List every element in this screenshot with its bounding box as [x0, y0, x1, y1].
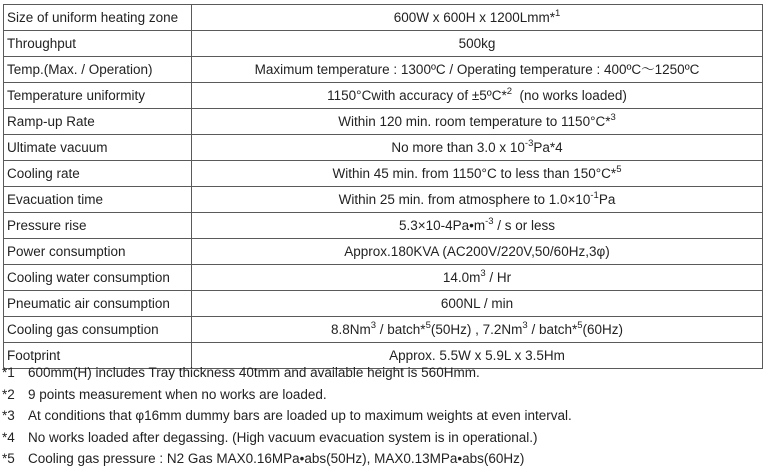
table-row: [4, 5, 763, 31]
footnote-mark: *2: [2, 386, 15, 402]
table-row: [4, 161, 763, 187]
row-label: Cooling water consumption: [4, 265, 192, 291]
table-row: [4, 239, 763, 265]
row-value: 600W x 600H x 1200Lmm*$^1$: [192, 5, 763, 31]
footnote-mark: *5: [2, 451, 15, 466]
row-label: Size of uniform heating zone: [4, 5, 192, 31]
row-label: Temperature uniformity: [4, 83, 192, 109]
row-value: 600NL / min: [192, 291, 763, 317]
row-value: 8.8Nm$^3$ / batch*$^5$(50Hz) , 7.2Nm$^3$ / batch*$^5$(60Hz): [192, 317, 763, 343]
row-label: Pneumatic air consumption: [4, 291, 192, 317]
footnote: [2, 384, 766, 406]
row-value: Within 45 min. from 1150°C to less than 150°C*$^5$: [192, 161, 763, 187]
row-label: Ultimate vacuum: [4, 135, 192, 161]
row-value: 500kg: [192, 31, 763, 57]
row-value: Maximum temperature : 1300ºC / Operating temperature : 400ºC～1250ºC: [192, 57, 763, 83]
footnote-mark: *3: [2, 408, 15, 423]
row-value: Approx.180KVA (AC200V/220V,50/60Hz,3φ): [192, 239, 763, 265]
table-row: [4, 291, 763, 317]
row-value: 1150°Cwith accuracy of ±5ºC*$^2$ (no works loaded): [192, 83, 763, 109]
row-value: No more than 3.0 x $10^{-3}Pa*4$: [192, 135, 763, 161]
footnote-mark: *1: [2, 365, 15, 380]
table-row: [4, 187, 763, 213]
footnote-text: At conditions that φ16mm dummy bars are loaded up to maximum weights at even interval.: [28, 408, 572, 423]
table-row: [4, 31, 763, 57]
table-row: [4, 135, 763, 161]
table-row: [4, 83, 763, 109]
row-value: Approx. 5.5W x 5.9L x 3.5Hm: [192, 343, 763, 369]
footnote-text: 9 points measurement when no works are loaded.: [28, 386, 327, 402]
footnote: [2, 448, 766, 470]
footnote-text: No works loaded after degassing. (High vacuum evacuation system is in operational.): [28, 429, 538, 445]
row-label: Temp.(Max. / Operation): [4, 57, 192, 83]
footnote: [2, 405, 766, 427]
table-row: [4, 265, 763, 291]
table-row: [4, 213, 763, 239]
footnote-text: Cooling gas pressure : N2 Gas MAX0.16MPa•abs(50Hz), MAX0.13MPa•abs(60Hz): [28, 451, 525, 466]
footnote-text: 600mm(H) includes Tray thickness 40tmm and available height is 560Hmm.: [28, 365, 480, 380]
row-label: Cooling rate: [4, 161, 192, 187]
table-row: [4, 109, 763, 135]
row-label: Footprint: [4, 343, 192, 369]
table-row: [4, 317, 763, 343]
row-label: Power consumption: [4, 239, 192, 265]
table-row: [4, 57, 763, 83]
spec-table: [3, 4, 763, 369]
footnotes: [2, 362, 766, 470]
footnote: [2, 427, 766, 449]
row-label: Evacuation time: [4, 187, 192, 213]
row-label: Ramp-up Rate: [4, 109, 192, 135]
row-label: Throughput: [4, 31, 192, 57]
row-value: Within 120 min. room temperature to 1150°C*$^3$: [192, 109, 763, 135]
footnote-mark: *4: [2, 429, 15, 445]
row-label: Pressure rise: [4, 213, 192, 239]
row-value: Within 25 min. from atmosphere to $1.0\times 10^{-1}Pa$: [192, 187, 763, 213]
footnote: [2, 362, 766, 384]
row-value: $5.3\times 10-4Pa•m^{-3} / s$ or less: [192, 213, 763, 239]
row-label: Cooling gas consumption: [4, 317, 192, 343]
row-value: $14.0m^3$ / Hr: [192, 265, 763, 291]
